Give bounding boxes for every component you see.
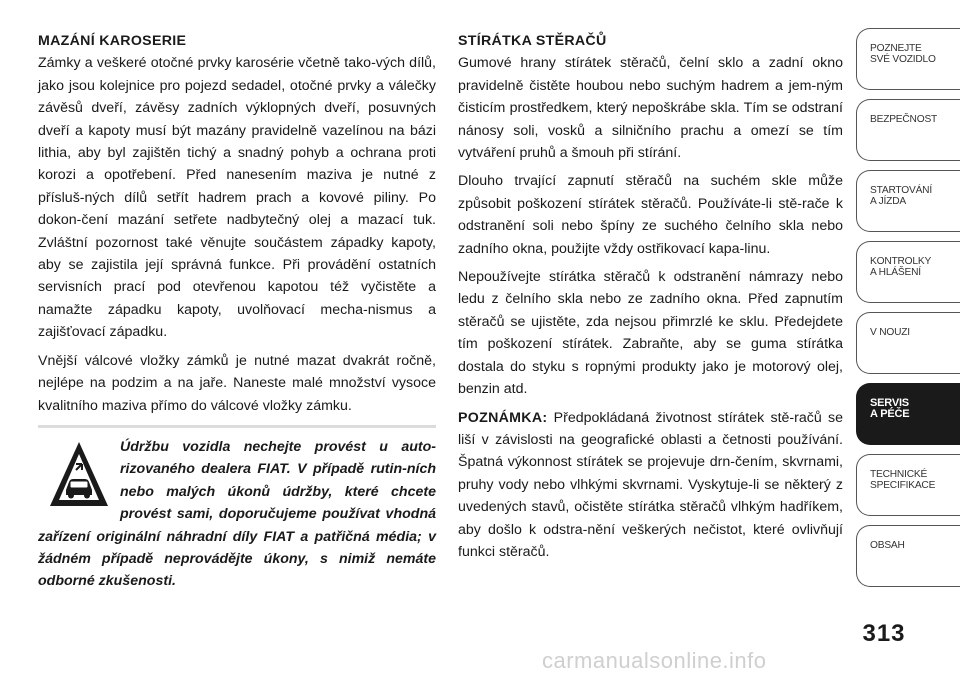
warning-box [38, 425, 436, 593]
section-heading-body-lubrication: MAZÁNÍ KAROSERIE [38, 33, 187, 49]
wiper-paragraph-3: Nepoužívejte stírátka stěračů k odstranění námrazy nebo ledu z čelního skla nebo ze zadního okna. Před zapnutím stěračů se ujistěte, zda nejsou přimrzlé ke sklu. Předejdete tím poškození stírátek. Zabraňte, aby se guma stírátka dostala do styku s ropnými produkty jako je motorový olej, benzin atd. [458, 269, 843, 398]
tab-safety[interactable] [856, 99, 960, 161]
tab-technical-specifications[interactable] [856, 454, 960, 516]
tab-emergency[interactable] [856, 312, 960, 374]
warning-triangle-car-icon [48, 438, 110, 510]
note-label: POZNÁMKA: [458, 409, 548, 426]
body-lubrication-paragraph-2: Vnější válcové vložky zámků je nutné mazat dvakrát ročně, nejlépe na podzim a na jaře. Naneste malé množství vysoce kvalitního maziva přímo do válcové vložky zámku. [38, 352, 436, 414]
left-column [38, 30, 436, 599]
tab-label: SERVIS A PÉČE [870, 397, 910, 420]
tab-starting-and-driving[interactable] [856, 170, 960, 232]
tab-label: OBSAH [870, 540, 905, 551]
wiper-paragraph-2: Dlouho trvající zapnutí stěračů na suchém skle může způsobit poškození stírátek stěračů. Používáte-li stě-rače k odstranění soli nebo špíny ze suchého čelního skla nebo zadního okna, použijte vždy ostřikovací kapa-linu. [458, 173, 843, 257]
tab-contents[interactable] [856, 525, 960, 587]
warning-text: Údržbu vozidla nechejte provést u auto-rizovaného dealera FIAT. V případě rutin-ních nebo malých úkonů údržby, které chcete provést sami, doporučujeme používat vhodná zařízení originální náhradní díly FIAT a patřičná média; v žádném případě neprovádějte úkony, s nimiž nemáte odborné zkušenosti. [38, 438, 436, 590]
wiper-paragraph-1: Gumové hrany stírátek stěračů, čelní sklo a zadní okno pravidelně čistěte houbou nebo suchým hadrem a jem-ným čisticím prostředkem, který nepoškrábe skla. Tím se odstraní nánosy soli, vosků a silničního prachu a omezí se tím vytváření pruhů a šmouh při stírání. [458, 55, 843, 162]
note-text: Předpokládaná životnost stírátek stě-račů se liší v závislosti na geografické oblasti a četnosti používání. Špatná výkonnost stírátek se projevuje drn-čením, skvrnami, pruhy vody nebo vlhkými skvrnami. Vyskytuje-li se některý z uvedených stavů, očistěte stírátka stěračů vlhkým hadříkem, aby došlo k odstra-nění veškerých nečistot, které ovlivňují funkci stěračů. [458, 409, 843, 560]
page-number: 313 [862, 620, 906, 647]
chapter-tabs [856, 28, 960, 596]
tab-label: STARTOVÁNÍ A JÍZDA [870, 185, 932, 207]
section-heading-wiper-blades: STÍRÁTKA STĚRAČŮ [458, 33, 607, 49]
tab-service-and-care[interactable] [856, 383, 960, 445]
watermark: carmanualsonline.info [542, 648, 767, 673]
wiper-note [458, 407, 843, 564]
tab-label: BEZPEČNOST [870, 114, 938, 125]
tab-label: TECHNICKÉ SPECIFIKACE [870, 469, 936, 491]
body-lubrication-paragraph-1: Zámky a veškeré otočné prvky karosérie včetně tako-vých dílů, jako jsou kolejnice pro pojezd sedadel, otočné prvky a válečky závěsů dveří, závěsy zadních výklopných dveří, posuvných dveří a kapoty musí být mazány pravidelně vazelínou na bázi lithia, aby byl zajištěn tichý a snadný pohyb a ochrana proti korozi a opotřebení. Před nanesením maziva je nutné z přísluš-ných dílů setřít hadrem prach a kovové piliny. Po dokon-čení mazání setřete nadbytečný olej a mazací tuk. Zvláštní pozornost také věnujte součástem západky kapoty, aby se zajistila její správná funkce. Při provádění ostatních servisních prací pod otevřenou kapotou též vyčistěte a namažte západku kapoty, uvolňovací mecha-nismus a zajišťovací západku. [38, 55, 436, 341]
tab-warning-lights-and-messages[interactable] [856, 241, 960, 303]
tab-know-your-vehicle[interactable] [856, 28, 960, 90]
tab-label: V NOUZI [870, 327, 910, 338]
right-column [458, 30, 843, 569]
tab-label: POZNEJTE SVÉ VOZIDLO [870, 43, 936, 65]
tab-label: KONTROLKY A HLÁŠENÍ [870, 256, 932, 278]
